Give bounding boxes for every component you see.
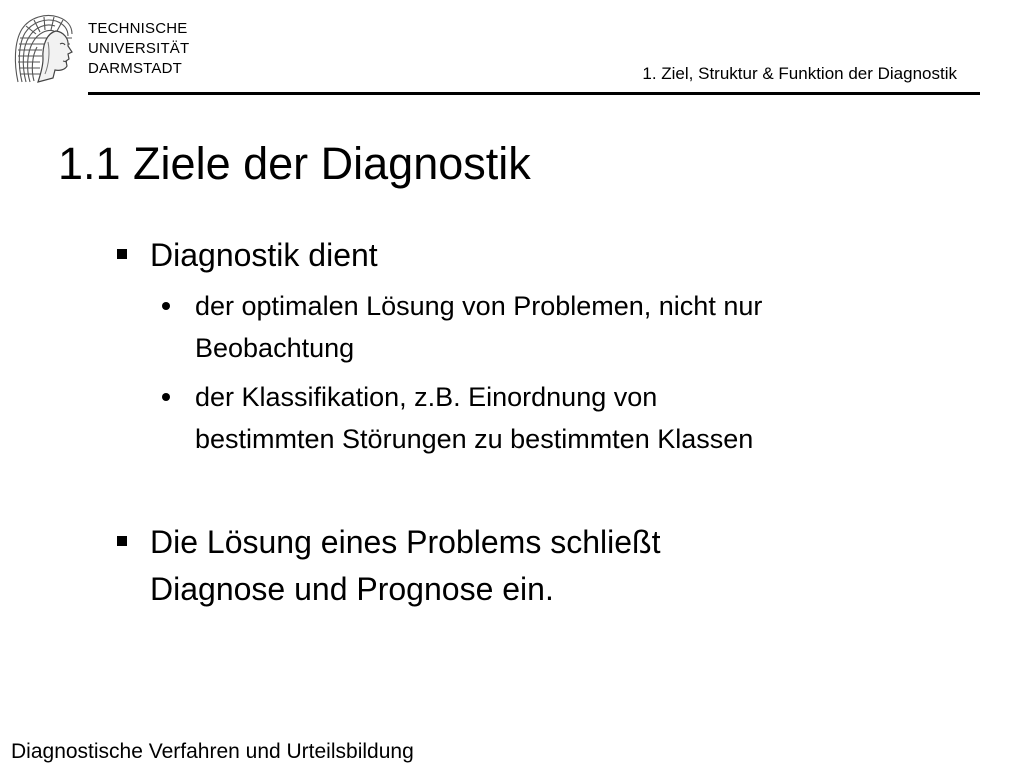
- sub-bullet-text: bestimmten Störungen zu bestimmten Klassen: [195, 424, 754, 454]
- round-bullet-icon: [162, 393, 170, 401]
- bullet-text: Die Lösung eines Problems schließt: [150, 524, 661, 560]
- university-name-line: DARMSTADT: [88, 60, 183, 77]
- sub-bullet-text: der Klassifikation, z.B. Einordnung von: [195, 382, 658, 412]
- bullet-text: Diagnose und Prognose ein.: [150, 571, 554, 607]
- university-name-line: UNIVERSITÄT: [88, 40, 190, 57]
- section-heading: 1. Ziel, Struktur & Funktion der Diagnostik: [642, 64, 957, 83]
- square-bullet-icon: [117, 249, 127, 259]
- footer-course-title: Diagnostische Verfahren und Urteilsbildung: [11, 740, 414, 763]
- university-name: [88, 19, 189, 79]
- header-divider: [88, 92, 980, 95]
- sub-bullet-text: der optimalen Lösung von Problemen, nicht nur: [195, 291, 763, 321]
- bullet-text: Diagnostik dient: [150, 237, 378, 273]
- square-bullet-icon: [117, 536, 127, 546]
- university-name-line: TECHNISCHE: [88, 20, 188, 37]
- round-bullet-icon: [162, 302, 170, 310]
- sub-bullet-text: Beobachtung: [195, 333, 355, 363]
- slide-title: 1.1 Ziele der Diagnostik: [58, 138, 531, 189]
- athena-head-seal-icon: [12, 12, 78, 86]
